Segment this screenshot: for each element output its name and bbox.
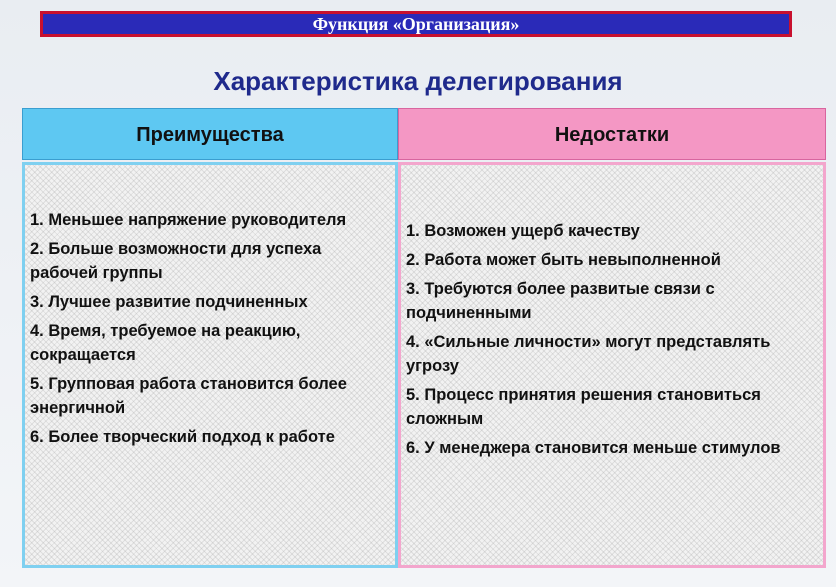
function-banner: Функция «Организация»	[40, 11, 792, 37]
disadvantage-item: 5. Процесс принятия решения становиться сложным	[406, 386, 761, 428]
advantage-item: 4. Время, требуемое на реакцию, сокращается	[30, 322, 301, 364]
disadvantages-header: Недостатки	[398, 108, 826, 160]
advantages-header: Преимущества	[22, 108, 398, 160]
advantage-item: 3. Лучшее развитие подчиненных	[30, 293, 308, 311]
page-title: Характеристика делегирования	[213, 66, 623, 96]
disadvantage-item: 4. «Сильные личности» могут представлять угрозу	[406, 333, 771, 375]
disadvantages-list	[406, 219, 821, 465]
disadvantage-item: 3. Требуются более развитые связи с подчиненными	[406, 280, 715, 322]
disadvantage-item: 1. Возможен ущерб качеству	[406, 222, 640, 240]
advantages-list	[30, 208, 390, 454]
disadvantage-item: 2. Работа может быть невыполненной	[406, 251, 721, 269]
disadvantage-item: 6. У менеджера становится меньше стимулов	[406, 439, 781, 457]
advantage-item: 1. Меньшее напряжение руководителя	[30, 211, 347, 229]
advantage-item: 6. Более творческий подход к работе	[30, 428, 335, 446]
advantage-item: 5. Групповая работа становится более энергичной	[30, 375, 347, 417]
advantage-item: 2. Больше возможности для успеха рабочей группы	[30, 240, 322, 282]
